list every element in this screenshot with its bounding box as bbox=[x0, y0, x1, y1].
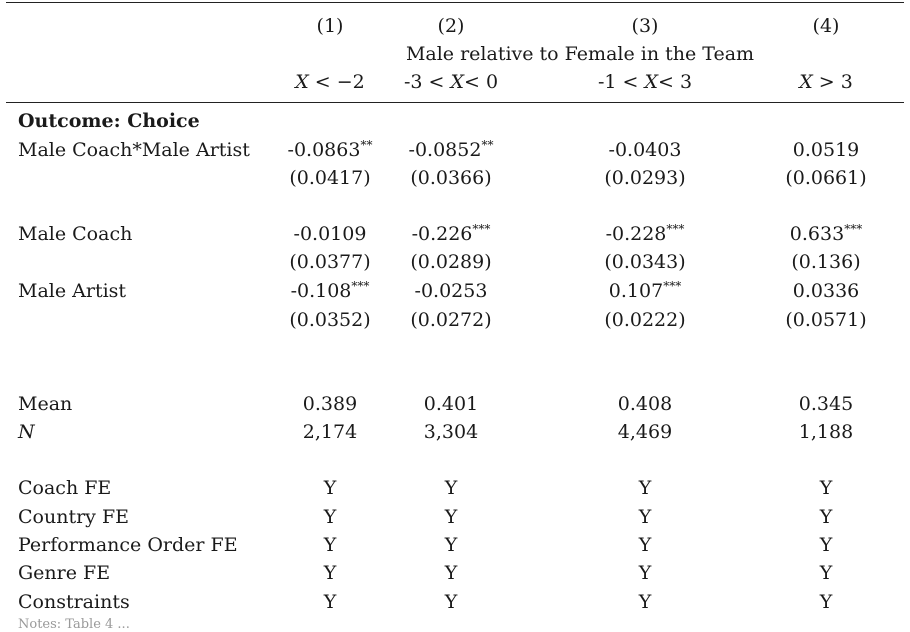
coef-value: 0.107 bbox=[608, 280, 664, 302]
coef-r3-c1 bbox=[291, 279, 370, 303]
col-number-3: (3) bbox=[631, 15, 659, 37]
se-r2-c3: (0.0343) bbox=[604, 251, 686, 273]
se-r1-c4: (0.0661) bbox=[785, 167, 867, 189]
significance-stars: ** bbox=[360, 138, 373, 152]
fe-country-c4: Y bbox=[819, 506, 833, 528]
n-c3: 4,469 bbox=[617, 421, 673, 443]
fe-genre-c1: Y bbox=[323, 562, 337, 584]
range-var: X bbox=[450, 71, 464, 93]
se-r2-c4: (0.136) bbox=[791, 251, 861, 273]
fe-label-country: Country FE bbox=[18, 506, 129, 528]
fe-constraints-c4: Y bbox=[819, 591, 833, 613]
coef-value: -0.0109 bbox=[293, 223, 367, 245]
coef-value: 0.0336 bbox=[792, 280, 860, 302]
se-r1-c2: (0.0366) bbox=[410, 167, 492, 189]
top-rule bbox=[6, 2, 904, 3]
range-var: X bbox=[295, 71, 309, 93]
row-label-male-artist: Male Artist bbox=[18, 280, 127, 302]
se-r1-c3: (0.0293) bbox=[604, 167, 686, 189]
range-col-4 bbox=[799, 70, 853, 94]
fe-genre-c4: Y bbox=[819, 562, 833, 584]
fe-perf-c4: Y bbox=[819, 534, 833, 556]
range-text: < −2 bbox=[308, 71, 365, 93]
coef-r3-c2 bbox=[415, 279, 488, 303]
fe-perf-c3: Y bbox=[638, 534, 652, 556]
col-number-1: (1) bbox=[316, 15, 344, 37]
group-label: Male relative to Female in the Team bbox=[405, 43, 755, 65]
fe-coach-c2: Y bbox=[444, 477, 458, 499]
fe-constraints-c1: Y bbox=[323, 591, 337, 613]
footnote: Notes: Table 4 ... bbox=[18, 617, 130, 632]
fe-label-coach: Coach FE bbox=[18, 477, 112, 499]
significance-stars: *** bbox=[663, 279, 682, 293]
range-var: X bbox=[799, 71, 813, 93]
se-r3-c1: (0.0352) bbox=[289, 309, 371, 331]
range-text: > 3 bbox=[812, 71, 853, 93]
coef-r1-c1 bbox=[288, 138, 373, 162]
coef-r1-c2 bbox=[409, 138, 494, 162]
fe-country-c2: Y bbox=[444, 506, 458, 528]
col-number-4: (4) bbox=[812, 15, 840, 37]
range-text: < 0 bbox=[463, 71, 499, 93]
se-r3-c4: (0.0571) bbox=[785, 309, 867, 331]
col-number-2: (2) bbox=[437, 15, 465, 37]
coef-r2-c1 bbox=[294, 222, 367, 246]
fe-genre-c3: Y bbox=[638, 562, 652, 584]
range-col-1 bbox=[295, 70, 365, 94]
coef-value: -0.0253 bbox=[414, 280, 488, 302]
se-r2-c2: (0.0289) bbox=[410, 251, 492, 273]
section-title: Outcome: Choice bbox=[18, 110, 200, 132]
range-pre: -3 < bbox=[403, 71, 451, 93]
coef-r2-c2 bbox=[412, 222, 491, 246]
coef-r3-c4 bbox=[793, 279, 859, 303]
coef-value: -0.0863 bbox=[287, 139, 361, 161]
range-col-2 bbox=[404, 70, 498, 94]
fe-coach-c4: Y bbox=[819, 477, 833, 499]
se-r3-c2: (0.0272) bbox=[410, 309, 492, 331]
mean-c2: 0.401 bbox=[423, 393, 479, 415]
coef-value: 0.0519 bbox=[792, 139, 860, 161]
header-rule bbox=[6, 102, 904, 103]
coef-r1-c4 bbox=[793, 138, 859, 162]
coef-value: -0.108 bbox=[290, 280, 352, 302]
stat-label-mean: Mean bbox=[18, 393, 73, 415]
row-label-male-coach-male-artist: Male Coach*Male Artist bbox=[18, 139, 250, 161]
range-text: < 3 bbox=[657, 71, 693, 93]
significance-stars: *** bbox=[844, 222, 863, 236]
n-c4: 1,188 bbox=[798, 421, 854, 443]
fe-country-c1: Y bbox=[323, 506, 337, 528]
fe-label-performance-order: Performance Order FE bbox=[18, 534, 238, 556]
se-r3-c3: (0.0222) bbox=[604, 309, 686, 331]
se-r2-c1: (0.0377) bbox=[289, 251, 371, 273]
coef-value: -0.0403 bbox=[608, 139, 682, 161]
significance-stars: ** bbox=[481, 138, 494, 152]
row-label-male-coach: Male Coach bbox=[18, 223, 133, 245]
range-pre: -1 < bbox=[597, 71, 645, 93]
fe-constraints-c3: Y bbox=[638, 591, 652, 613]
coef-value: 0.633 bbox=[789, 223, 845, 245]
coef-r3-c3 bbox=[609, 279, 681, 303]
coef-r2-c3 bbox=[606, 222, 685, 246]
mean-c3: 0.408 bbox=[617, 393, 673, 415]
n-c2: 3,304 bbox=[423, 421, 479, 443]
coef-value: -0.228 bbox=[605, 223, 667, 245]
coef-value: -0.226 bbox=[411, 223, 473, 245]
significance-stars: *** bbox=[666, 222, 685, 236]
mean-c1: 0.389 bbox=[302, 393, 358, 415]
significance-stars: *** bbox=[472, 222, 491, 236]
fe-coach-c3: Y bbox=[638, 477, 652, 499]
coef-value: -0.0852 bbox=[408, 139, 482, 161]
coef-r2-c4 bbox=[790, 222, 862, 246]
range-var: X bbox=[644, 71, 658, 93]
coef-r1-c3 bbox=[609, 138, 682, 162]
significance-stars: *** bbox=[351, 279, 370, 293]
mean-c4: 0.345 bbox=[798, 393, 854, 415]
range-col-3 bbox=[598, 70, 692, 94]
fe-label-genre: Genre FE bbox=[18, 562, 111, 584]
fe-constraints-c2: Y bbox=[444, 591, 458, 613]
se-r1-c1: (0.0417) bbox=[289, 167, 371, 189]
fe-label-constraints: Constraints bbox=[18, 591, 130, 613]
fe-perf-c1: Y bbox=[323, 534, 337, 556]
fe-coach-c1: Y bbox=[323, 477, 337, 499]
fe-perf-c2: Y bbox=[444, 534, 458, 556]
fe-genre-c2: Y bbox=[444, 562, 458, 584]
n-c1: 2,174 bbox=[302, 421, 358, 443]
fe-country-c3: Y bbox=[638, 506, 652, 528]
stat-label-n: N bbox=[18, 421, 35, 443]
